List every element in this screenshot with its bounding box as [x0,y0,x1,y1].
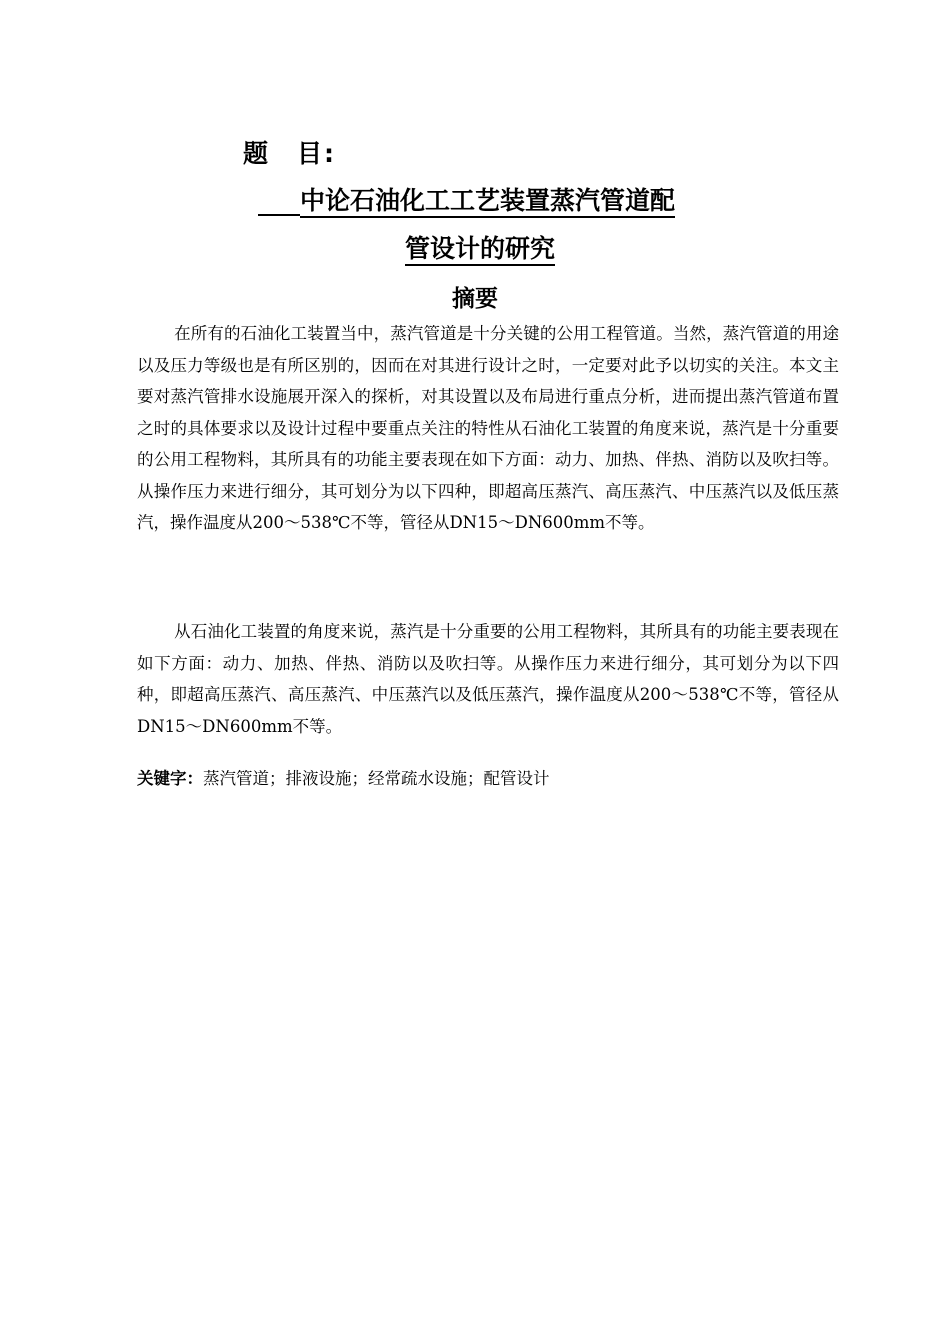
title-line-2 [405,232,555,266]
title-underline-lead [258,184,300,216]
title-label: 题 目: [243,139,336,168]
title-text-2: 管设计的研究 [405,234,555,266]
keywords-line [137,763,839,795]
title-text-1: 中论石油化工工艺装置蒸汽管道配 [300,186,675,218]
abstract-paragraph-1 [137,318,839,539]
keywords-value: 蒸汽管道；排液设施；经常疏水设施；配管设计 [203,769,550,788]
abstract-heading: 摘要 [452,286,498,312]
title-line-1 [258,184,728,218]
abstract-paragraph-1-text: 在所有的石油化工装置当中，蒸汽管道是十分关键的公用工程管道。当然，蒸汽管道的用途以及压力等级也是有所区别的，因而在对其进行设计之时，一定要对此予以切实的关注。本文主要对蒸汽管排水设施展开深入的探析，对其设置以及布局进行重点分析，进而提出蒸汽管道布置之时的具体要求以及设计过程中要重点关注的特性从石油化工装置的角度来说，蒸汽是十分重要的公用工程物料，其所具有的功能主要表现在如下方面：动力、加热、伴热、消防以及吹扫等。从操作压力来进行细分，其可划分为以下四种，即超高压蒸汽、高压蒸汽、中压蒸汽以及低压蒸汽，操作温度从200～538℃不等，管径从DN15～DN600mm不等。 [137,324,839,532]
abstract-paragraph-2 [137,616,839,742]
keywords-label: 关键字： [137,769,203,788]
abstract-paragraph-2-text: 从石油化工装置的角度来说，蒸汽是十分重要的公用工程物料，其所具有的功能主要表现在如下方面：动力、加热、伴热、消防以及吹扫等。从操作压力来进行细分，其可划分为以下四种，即超高压蒸汽、高压蒸汽、中压蒸汽以及低压蒸汽，操作温度从200～538℃不等，管径从DN15～DN600mm不等。 [137,622,839,736]
